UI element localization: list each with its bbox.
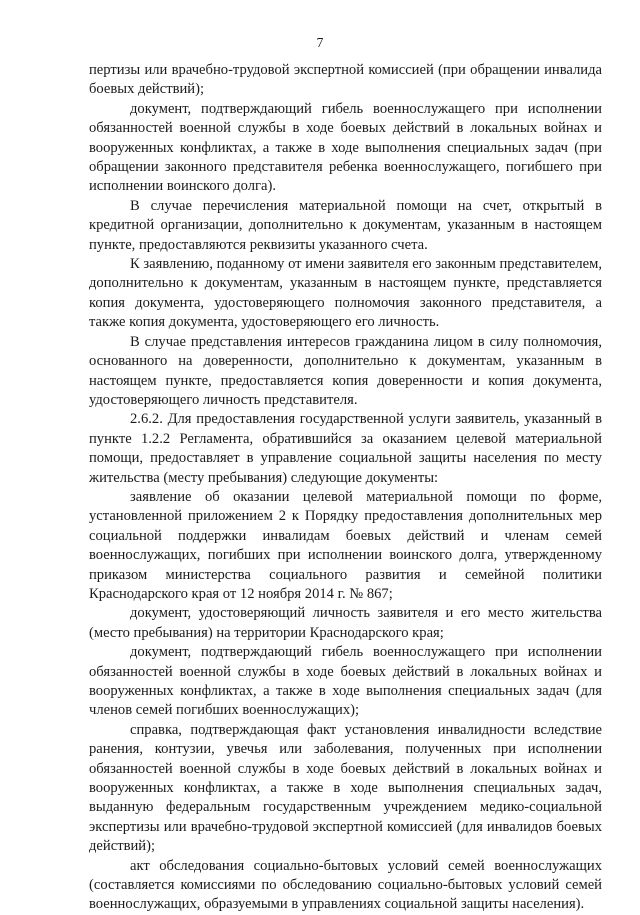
paragraph-application-form: заявление об оказании целевой материальной помощи по форме, установленной приложением 2 к Порядку предоставления дополнительных мер социальной поддержки инвалидам боевых действий и членам семей военнослужащих, погибших при исполнении воинского долга, утвержденному приказом министерства социального развития и семейной политики Краснодарского края от 12 ноября 2014 г. № 867; bbox=[89, 488, 602, 602]
paragraph-bank-account: В случае перечисления материальной помощи на счет, открытый в кредитной организации, дополнительно к документам, указанным в настоящем пункте, предоставляются реквизиты указанного счета. bbox=[89, 197, 602, 253]
document-text bbox=[89, 61, 602, 915]
paragraph-inspection-act: акт обследования социально-бытовых условий семей военнослужащих (составляется комиссиями по обследованию социально-бытовых условий семей военнослужащих, образуемыми в управлениях социальной защиты населения). bbox=[89, 857, 602, 913]
paragraph-identity-document: документ, удостоверяющий личность заявителя и его место жительства (место пребывания) на территории Краснодарского края; bbox=[89, 605, 602, 641]
paragraph-power-of-attorney: В случае представления интересов гражданина лицом в силу полномочия, основанного на доверенности, дополнительно к документам, указанным в настоящем пункте, предоставляется копия доверенности и копия документа, удостоверяющего личность представителя. bbox=[89, 333, 602, 408]
paragraph-disability-certificate: справка, подтверждающая факт установления инвалидности вследствие ранения, контузии, увечья или заболевания, полученных при исполнении обязанностей военной службы в ходе боевых действий в локальных войнах и вооруженных конфликтах, а также в ходе выполнения специальных задач, выданную федеральным государственным учреждением медико-социальной экспертизы или врачебно-трудовой экспертной комиссией (для инвалидов боевых действий); bbox=[89, 721, 602, 855]
paragraph-continuation: пертизы или врачебно-трудовой экспертной комиссией (при обращении инвалида боевых действий); bbox=[89, 62, 602, 98]
paragraph-death-confirmation: документ, подтверждающий гибель военнослужащего при исполнении обязанностей военной службы в ходе боевых действий в локальных войнах и вооруженных конфликтах, а также в ходе выполнения специальных задач (для членов семей погибших военнослужащих); bbox=[89, 644, 602, 719]
paragraph-death-document: документ, подтверждающий гибель военнослужащего при исполнении обязанностей военной службы в ходе боевых действий в локальных войнах и вооруженных конфликтах, а также в ходе выполнения специальных задач (при обращении законного представителя ребенка военнослужащего, погибшего при исполнении воинского долга). bbox=[89, 100, 602, 195]
paragraph-section-2-6-2: 2.6.2. Для предоставления государственной услуги заявитель, указанный в пункте 1.2.2 Регламента, обратившийся за оказанием целевой материальной помощи, предоставляет в управление социальной защиты населения по месту жительства (месту пребывания) следующие документы: bbox=[89, 411, 602, 486]
paragraph-legal-representative: К заявлению, поданному от имени заявителя его законным представителем, дополнительно к документам, указанным в настоящем пункте, представляется копия документа, удостоверяющего полномочия законного представителя, а также копия документа, удостоверяющего его личность. bbox=[89, 256, 602, 331]
page-number: 7 bbox=[316, 35, 324, 50]
